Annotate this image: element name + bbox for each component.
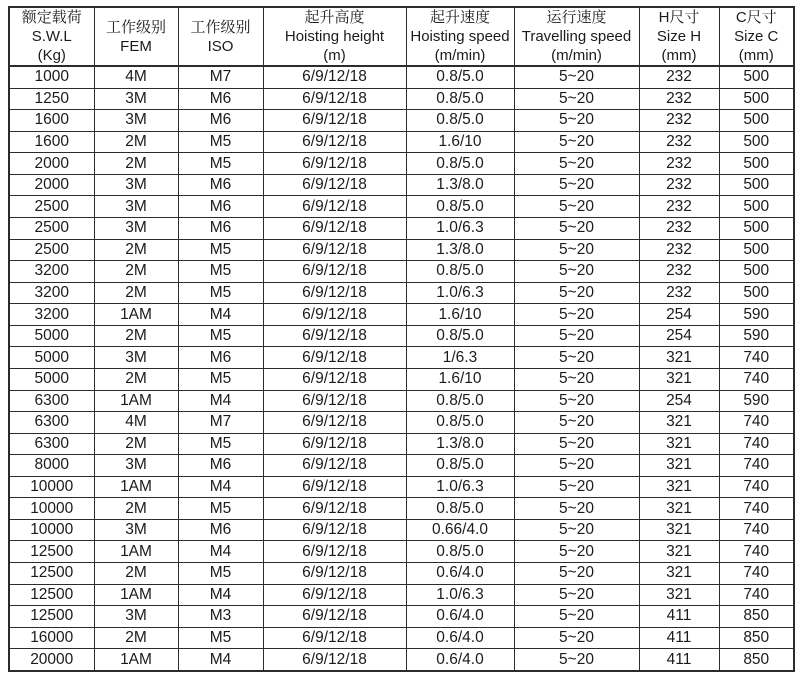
cell-r13-c2: 2M bbox=[94, 325, 178, 347]
cell-r27-c4: 6/9/12/18 bbox=[263, 627, 406, 649]
col-header-size-c bbox=[719, 7, 794, 66]
cell-r6-c6: 5~20 bbox=[514, 174, 639, 196]
cell-r19-c1: 8000 bbox=[9, 455, 94, 477]
cell-r13-c7: 254 bbox=[639, 325, 719, 347]
cell-r23-c1: 12500 bbox=[9, 541, 94, 563]
cell-r2-c7: 232 bbox=[639, 88, 719, 110]
cell-r16-c5: 0.8/5.0 bbox=[406, 390, 514, 412]
cell-r23-c6: 5~20 bbox=[514, 541, 639, 563]
cell-r5-c3: M5 bbox=[178, 153, 263, 175]
cell-r6-c1: 2000 bbox=[9, 174, 94, 196]
cell-r12-c7: 254 bbox=[639, 304, 719, 326]
cell-r17-c2: 4M bbox=[94, 412, 178, 434]
cell-r26-c3: M3 bbox=[178, 606, 263, 628]
cell-r27-c3: M5 bbox=[178, 627, 263, 649]
cell-r12-c5: 1.6/10 bbox=[406, 304, 514, 326]
cell-r26-c2: 3M bbox=[94, 606, 178, 628]
cell-r28-c5: 0.6/4.0 bbox=[406, 649, 514, 671]
cell-r17-c6: 5~20 bbox=[514, 412, 639, 434]
cell-r2-c1: 1250 bbox=[9, 88, 94, 110]
cell-r18-c1: 6300 bbox=[9, 433, 94, 455]
cell-r7-c1: 2500 bbox=[9, 196, 94, 218]
cell-r6-c7: 232 bbox=[639, 174, 719, 196]
cell-r28-c3: M4 bbox=[178, 649, 263, 671]
cell-r22-c5: 0.66/4.0 bbox=[406, 519, 514, 541]
cell-r3-c1: 1600 bbox=[9, 110, 94, 132]
cell-r12-c2: 1AM bbox=[94, 304, 178, 326]
cell-r19-c2: 3M bbox=[94, 455, 178, 477]
table-row bbox=[9, 541, 794, 563]
cell-r22-c2: 3M bbox=[94, 519, 178, 541]
table-row bbox=[9, 218, 794, 240]
cell-r4-c1: 1600 bbox=[9, 131, 94, 153]
cell-r8-c4: 6/9/12/18 bbox=[263, 218, 406, 240]
cell-r1-c8: 500 bbox=[719, 66, 794, 88]
table-row bbox=[9, 325, 794, 347]
cell-r15-c3: M5 bbox=[178, 368, 263, 390]
cell-r6-c8: 500 bbox=[719, 174, 794, 196]
cell-r16-c7: 254 bbox=[639, 390, 719, 412]
cell-r4-c7: 232 bbox=[639, 131, 719, 153]
table-body bbox=[9, 66, 794, 671]
table-row bbox=[9, 153, 794, 175]
cell-r9-c4: 6/9/12/18 bbox=[263, 239, 406, 261]
header-en-label: S.W.L bbox=[31, 28, 72, 45]
cell-r13-c5: 0.8/5.0 bbox=[406, 325, 514, 347]
cell-r24-c4: 6/9/12/18 bbox=[263, 563, 406, 585]
cell-r1-c6: 5~20 bbox=[514, 66, 639, 88]
cell-r20-c1: 10000 bbox=[9, 476, 94, 498]
cell-r4-c5: 1.6/10 bbox=[406, 131, 514, 153]
cell-r12-c1: 3200 bbox=[9, 304, 94, 326]
cell-r17-c1: 6300 bbox=[9, 412, 94, 434]
cell-r26-c8: 850 bbox=[719, 606, 794, 628]
cell-r14-c1: 5000 bbox=[9, 347, 94, 369]
table-row bbox=[9, 433, 794, 455]
cell-r25-c2: 1AM bbox=[94, 584, 178, 606]
cell-r17-c8: 740 bbox=[719, 412, 794, 434]
header-cn-label: 起升高度 bbox=[304, 9, 365, 26]
cell-r19-c3: M6 bbox=[178, 455, 263, 477]
header-unit-label: (m) bbox=[323, 47, 346, 64]
table-row bbox=[9, 606, 794, 628]
cell-r17-c5: 0.8/5.0 bbox=[406, 412, 514, 434]
cell-r15-c6: 5~20 bbox=[514, 368, 639, 390]
cell-r9-c2: 2M bbox=[94, 239, 178, 261]
cell-r23-c4: 6/9/12/18 bbox=[263, 541, 406, 563]
cell-r28-c6: 5~20 bbox=[514, 649, 639, 671]
cell-r12-c6: 5~20 bbox=[514, 304, 639, 326]
cell-r8-c7: 232 bbox=[639, 218, 719, 240]
cell-r13-c4: 6/9/12/18 bbox=[263, 325, 406, 347]
cell-r21-c1: 10000 bbox=[9, 498, 94, 520]
cell-r27-c8: 850 bbox=[719, 627, 794, 649]
table-row bbox=[9, 519, 794, 541]
col-header-size-h bbox=[639, 7, 719, 66]
cell-r10-c4: 6/9/12/18 bbox=[263, 261, 406, 283]
cell-r14-c5: 1/6.3 bbox=[406, 347, 514, 369]
cell-r22-c1: 10000 bbox=[9, 519, 94, 541]
col-header-fem bbox=[94, 7, 178, 66]
cell-r15-c7: 321 bbox=[639, 368, 719, 390]
cell-r17-c7: 321 bbox=[639, 412, 719, 434]
cell-r20-c2: 1AM bbox=[94, 476, 178, 498]
cell-r6-c2: 3M bbox=[94, 174, 178, 196]
table-row bbox=[9, 563, 794, 585]
cell-r11-c3: M5 bbox=[178, 282, 263, 304]
cell-r4-c4: 6/9/12/18 bbox=[263, 131, 406, 153]
table-row bbox=[9, 196, 794, 218]
table-row bbox=[9, 347, 794, 369]
cell-r10-c6: 5~20 bbox=[514, 261, 639, 283]
header-en-label: Hoisting height bbox=[284, 28, 385, 45]
cell-r2-c8: 500 bbox=[719, 88, 794, 110]
cell-r20-c4: 6/9/12/18 bbox=[263, 476, 406, 498]
table-row bbox=[9, 304, 794, 326]
table-row bbox=[9, 239, 794, 261]
table-row bbox=[9, 368, 794, 390]
cell-r7-c6: 5~20 bbox=[514, 196, 639, 218]
cell-r3-c2: 3M bbox=[94, 110, 178, 132]
cell-r14-c2: 3M bbox=[94, 347, 178, 369]
cell-r21-c7: 321 bbox=[639, 498, 719, 520]
cell-r8-c6: 5~20 bbox=[514, 218, 639, 240]
col-header-hoisting-height bbox=[263, 7, 406, 66]
cell-r10-c3: M5 bbox=[178, 261, 263, 283]
cell-r4-c8: 500 bbox=[719, 131, 794, 153]
col-header-swl bbox=[9, 7, 94, 66]
cell-r2-c5: 0.8/5.0 bbox=[406, 88, 514, 110]
cell-r13-c1: 5000 bbox=[9, 325, 94, 347]
cell-r21-c8: 740 bbox=[719, 498, 794, 520]
cell-r18-c8: 740 bbox=[719, 433, 794, 455]
table-row bbox=[9, 66, 794, 88]
header-unit-label: (mm) bbox=[661, 47, 697, 64]
cell-r20-c5: 1.0/6.3 bbox=[406, 476, 514, 498]
cell-r18-c4: 6/9/12/18 bbox=[263, 433, 406, 455]
cell-r1-c1: 1000 bbox=[9, 66, 94, 88]
cell-r8-c3: M6 bbox=[178, 218, 263, 240]
cell-r12-c3: M4 bbox=[178, 304, 263, 326]
cell-r6-c3: M6 bbox=[178, 174, 263, 196]
cell-r5-c6: 5~20 bbox=[514, 153, 639, 175]
cell-r21-c4: 6/9/12/18 bbox=[263, 498, 406, 520]
cell-r10-c5: 0.8/5.0 bbox=[406, 261, 514, 283]
cell-r7-c8: 500 bbox=[719, 196, 794, 218]
cell-r3-c6: 5~20 bbox=[514, 110, 639, 132]
cell-r18-c6: 5~20 bbox=[514, 433, 639, 455]
cell-r16-c2: 1AM bbox=[94, 390, 178, 412]
header-cn-label: H尺寸 bbox=[658, 9, 700, 26]
cell-r8-c8: 500 bbox=[719, 218, 794, 240]
cell-r10-c2: 2M bbox=[94, 261, 178, 283]
cell-r20-c8: 740 bbox=[719, 476, 794, 498]
cell-r3-c7: 232 bbox=[639, 110, 719, 132]
cell-r14-c7: 321 bbox=[639, 347, 719, 369]
header-row bbox=[9, 7, 794, 66]
col-header-hoisting-speed bbox=[406, 7, 514, 66]
cell-r3-c3: M6 bbox=[178, 110, 263, 132]
cell-r14-c6: 5~20 bbox=[514, 347, 639, 369]
cell-r7-c5: 0.8/5.0 bbox=[406, 196, 514, 218]
cell-r8-c1: 2500 bbox=[9, 218, 94, 240]
cell-r11-c4: 6/9/12/18 bbox=[263, 282, 406, 304]
cell-r23-c3: M4 bbox=[178, 541, 263, 563]
table-row bbox=[9, 110, 794, 132]
cell-r10-c7: 232 bbox=[639, 261, 719, 283]
cell-r27-c2: 2M bbox=[94, 627, 178, 649]
cell-r2-c3: M6 bbox=[178, 88, 263, 110]
cell-r3-c8: 500 bbox=[719, 110, 794, 132]
header-en-label: FEM bbox=[120, 37, 152, 55]
cell-r3-c5: 0.8/5.0 bbox=[406, 110, 514, 132]
cell-r24-c5: 0.6/4.0 bbox=[406, 563, 514, 585]
cell-r13-c6: 5~20 bbox=[514, 325, 639, 347]
cell-r28-c2: 1AM bbox=[94, 649, 178, 671]
cell-r14-c8: 740 bbox=[719, 347, 794, 369]
cell-r7-c4: 6/9/12/18 bbox=[263, 196, 406, 218]
cell-r10-c1: 3200 bbox=[9, 261, 94, 283]
cell-r16-c6: 5~20 bbox=[514, 390, 639, 412]
cell-r21-c6: 5~20 bbox=[514, 498, 639, 520]
header-unit-label: (m/min) bbox=[434, 47, 486, 64]
table-row bbox=[9, 282, 794, 304]
header-en-label: Hoisting speed bbox=[410, 28, 510, 45]
cell-r27-c1: 16000 bbox=[9, 627, 94, 649]
table-row bbox=[9, 627, 794, 649]
cell-r18-c3: M5 bbox=[178, 433, 263, 455]
table-row bbox=[9, 88, 794, 110]
cell-r5-c5: 0.8/5.0 bbox=[406, 153, 514, 175]
cell-r12-c4: 6/9/12/18 bbox=[263, 304, 406, 326]
cell-r1-c5: 0.8/5.0 bbox=[406, 66, 514, 88]
cell-r15-c5: 1.6/10 bbox=[406, 368, 514, 390]
cell-r9-c8: 500 bbox=[719, 239, 794, 261]
cell-r24-c3: M5 bbox=[178, 563, 263, 585]
header-unit-label: (mm) bbox=[738, 47, 774, 64]
cell-r20-c7: 321 bbox=[639, 476, 719, 498]
cell-r15-c8: 740 bbox=[719, 368, 794, 390]
cell-r4-c3: M5 bbox=[178, 131, 263, 153]
cell-r19-c5: 0.8/5.0 bbox=[406, 455, 514, 477]
cell-r26-c7: 411 bbox=[639, 606, 719, 628]
cell-r19-c8: 740 bbox=[719, 455, 794, 477]
header-en-label: Travelling speed bbox=[521, 28, 632, 45]
cell-r25-c4: 6/9/12/18 bbox=[263, 584, 406, 606]
header-cn-label: 运行速度 bbox=[546, 9, 607, 26]
table-header bbox=[9, 7, 794, 66]
header-cn-label: 工作级别 bbox=[190, 18, 251, 36]
cell-r22-c4: 6/9/12/18 bbox=[263, 519, 406, 541]
cell-r7-c7: 232 bbox=[639, 196, 719, 218]
cell-r26-c4: 6/9/12/18 bbox=[263, 606, 406, 628]
cell-r23-c7: 321 bbox=[639, 541, 719, 563]
cell-r26-c6: 5~20 bbox=[514, 606, 639, 628]
cell-r9-c7: 232 bbox=[639, 239, 719, 261]
table-row bbox=[9, 649, 794, 671]
cell-r15-c1: 5000 bbox=[9, 368, 94, 390]
cell-r22-c8: 740 bbox=[719, 519, 794, 541]
cell-r9-c1: 2500 bbox=[9, 239, 94, 261]
table-row bbox=[9, 412, 794, 434]
cell-r22-c6: 5~20 bbox=[514, 519, 639, 541]
cell-r27-c7: 411 bbox=[639, 627, 719, 649]
cell-r27-c6: 5~20 bbox=[514, 627, 639, 649]
cell-r6-c5: 1.3/8.0 bbox=[406, 174, 514, 196]
cell-r28-c7: 411 bbox=[639, 649, 719, 671]
cell-r11-c5: 1.0/6.3 bbox=[406, 282, 514, 304]
cell-r13-c8: 590 bbox=[719, 325, 794, 347]
cell-r23-c8: 740 bbox=[719, 541, 794, 563]
cell-r8-c2: 3M bbox=[94, 218, 178, 240]
cell-r1-c2: 4M bbox=[94, 66, 178, 88]
header-en-label: Size H bbox=[656, 28, 702, 45]
cell-r19-c4: 6/9/12/18 bbox=[263, 455, 406, 477]
cell-r11-c7: 232 bbox=[639, 282, 719, 304]
cell-r24-c1: 12500 bbox=[9, 563, 94, 585]
cell-r13-c3: M5 bbox=[178, 325, 263, 347]
cell-r5-c4: 6/9/12/18 bbox=[263, 153, 406, 175]
cell-r26-c1: 12500 bbox=[9, 606, 94, 628]
cell-r18-c7: 321 bbox=[639, 433, 719, 455]
cell-r24-c8: 740 bbox=[719, 563, 794, 585]
cell-r24-c6: 5~20 bbox=[514, 563, 639, 585]
cell-r16-c1: 6300 bbox=[9, 390, 94, 412]
table-row bbox=[9, 261, 794, 283]
table-row bbox=[9, 174, 794, 196]
cell-r27-c5: 0.6/4.0 bbox=[406, 627, 514, 649]
cell-r22-c7: 321 bbox=[639, 519, 719, 541]
header-en-label: ISO bbox=[207, 37, 234, 55]
header-unit-label: (Kg) bbox=[37, 47, 66, 64]
cell-r28-c8: 850 bbox=[719, 649, 794, 671]
cell-r11-c8: 500 bbox=[719, 282, 794, 304]
cell-r25-c7: 321 bbox=[639, 584, 719, 606]
cell-r14-c4: 6/9/12/18 bbox=[263, 347, 406, 369]
cell-r5-c2: 2M bbox=[94, 153, 178, 175]
cell-r2-c2: 3M bbox=[94, 88, 178, 110]
cell-r15-c2: 2M bbox=[94, 368, 178, 390]
cell-r5-c1: 2000 bbox=[9, 153, 94, 175]
cell-r22-c3: M6 bbox=[178, 519, 263, 541]
cell-r1-c4: 6/9/12/18 bbox=[263, 66, 406, 88]
cell-r25-c3: M4 bbox=[178, 584, 263, 606]
cell-r15-c4: 6/9/12/18 bbox=[263, 368, 406, 390]
cell-r25-c6: 5~20 bbox=[514, 584, 639, 606]
cell-r18-c2: 2M bbox=[94, 433, 178, 455]
col-header-iso bbox=[178, 7, 263, 66]
table-row bbox=[9, 498, 794, 520]
cell-r25-c8: 740 bbox=[719, 584, 794, 606]
cell-r21-c2: 2M bbox=[94, 498, 178, 520]
header-cn-label: 起升速度 bbox=[429, 9, 490, 26]
cell-r12-c8: 590 bbox=[719, 304, 794, 326]
cell-r23-c2: 1AM bbox=[94, 541, 178, 563]
cell-r6-c4: 6/9/12/18 bbox=[263, 174, 406, 196]
cell-r11-c6: 5~20 bbox=[514, 282, 639, 304]
cell-r2-c4: 6/9/12/18 bbox=[263, 88, 406, 110]
cell-r17-c4: 6/9/12/18 bbox=[263, 412, 406, 434]
cell-r9-c6: 5~20 bbox=[514, 239, 639, 261]
cell-r25-c1: 12500 bbox=[9, 584, 94, 606]
cell-r9-c5: 1.3/8.0 bbox=[406, 239, 514, 261]
cell-r10-c8: 500 bbox=[719, 261, 794, 283]
table-row bbox=[9, 476, 794, 498]
cell-r17-c3: M7 bbox=[178, 412, 263, 434]
header-cn-label: 工作级别 bbox=[105, 18, 166, 36]
cell-r19-c6: 5~20 bbox=[514, 455, 639, 477]
cell-r19-c7: 321 bbox=[639, 455, 719, 477]
cell-r4-c6: 5~20 bbox=[514, 131, 639, 153]
cell-r28-c4: 6/9/12/18 bbox=[263, 649, 406, 671]
cell-r28-c1: 20000 bbox=[9, 649, 94, 671]
cell-r16-c4: 6/9/12/18 bbox=[263, 390, 406, 412]
cell-r24-c2: 2M bbox=[94, 563, 178, 585]
cell-r3-c4: 6/9/12/18 bbox=[263, 110, 406, 132]
header-cn-label: 额定载荷 bbox=[21, 9, 82, 26]
cell-r20-c3: M4 bbox=[178, 476, 263, 498]
cell-r1-c7: 232 bbox=[639, 66, 719, 88]
table-row bbox=[9, 390, 794, 412]
cell-r5-c7: 232 bbox=[639, 153, 719, 175]
table-row bbox=[9, 455, 794, 477]
header-unit-label: (m/min) bbox=[551, 47, 602, 64]
cell-r4-c2: 2M bbox=[94, 131, 178, 153]
cell-r9-c3: M5 bbox=[178, 239, 263, 261]
cell-r7-c3: M6 bbox=[178, 196, 263, 218]
cell-r14-c3: M6 bbox=[178, 347, 263, 369]
cell-r16-c8: 590 bbox=[719, 390, 794, 412]
cell-r1-c3: M7 bbox=[178, 66, 263, 88]
cell-r2-c6: 5~20 bbox=[514, 88, 639, 110]
cell-r11-c2: 2M bbox=[94, 282, 178, 304]
cell-r16-c3: M4 bbox=[178, 390, 263, 412]
hoist-spec-table bbox=[8, 6, 795, 672]
col-header-travelling-speed bbox=[514, 7, 639, 66]
cell-r8-c5: 1.0/6.3 bbox=[406, 218, 514, 240]
cell-r5-c8: 500 bbox=[719, 153, 794, 175]
cell-r7-c2: 3M bbox=[94, 196, 178, 218]
cell-r21-c5: 0.8/5.0 bbox=[406, 498, 514, 520]
cell-r20-c6: 5~20 bbox=[514, 476, 639, 498]
cell-r11-c1: 3200 bbox=[9, 282, 94, 304]
cell-r24-c7: 321 bbox=[639, 563, 719, 585]
cell-r23-c5: 0.8/5.0 bbox=[406, 541, 514, 563]
cell-r21-c3: M5 bbox=[178, 498, 263, 520]
cell-r18-c5: 1.3/8.0 bbox=[406, 433, 514, 455]
cell-r26-c5: 0.6/4.0 bbox=[406, 606, 514, 628]
cell-r25-c5: 1.0/6.3 bbox=[406, 584, 514, 606]
header-cn-label: C尺寸 bbox=[735, 9, 777, 26]
table-row bbox=[9, 584, 794, 606]
header-en-label: Size C bbox=[734, 28, 779, 45]
table-row bbox=[9, 131, 794, 153]
